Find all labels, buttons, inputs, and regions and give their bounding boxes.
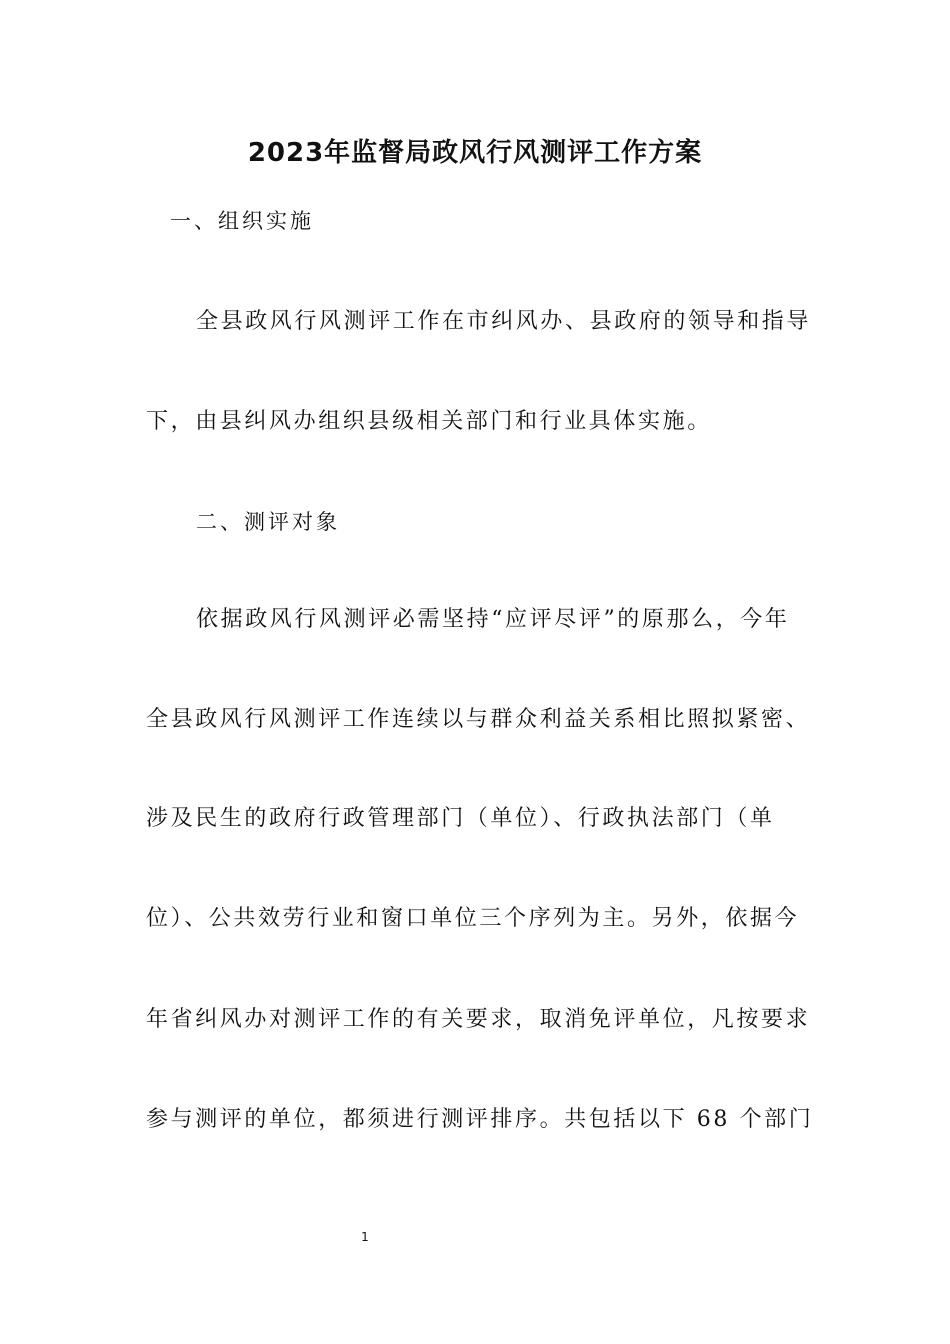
paragraph-line: 下，由县纠风办组织县级相关部门和行业具体实施。 xyxy=(146,409,712,434)
section-heading-evaluation-target: 二、测评对象 xyxy=(196,510,340,534)
paragraph-line: 全县政风行风测评工作连续以与群众利益关系相比照拟紧密、 xyxy=(146,707,811,732)
section-heading-organization: 一、组织实施 xyxy=(170,209,314,233)
page-number: 1 xyxy=(361,1230,369,1244)
document-title: 2023年监督局政风行风测评工作方案 xyxy=(247,138,703,168)
paragraph-line: 参与测评的单位，都须进行测评排序。共包括以下 68 个部门 xyxy=(146,1107,814,1132)
paragraph-line: 位）、公共效劳行业和窗口单位三个序列为主。另外，依据今 xyxy=(146,906,800,931)
paragraph-line: 年省纠风办对测评工作的有关要求，取消免评单位，凡按要求 xyxy=(146,1007,811,1032)
paragraph-line: 涉及民生的政府行政管理部门（单位）、行政执法部门（单 xyxy=(146,806,775,831)
paragraph-line: 全县政风行风测评工作在市纠风办、县政府的领导和指导 xyxy=(196,309,812,334)
paragraph-line: 依据政风行风测评必需坚持“应评尽评”的原那么，今年 xyxy=(196,607,790,632)
